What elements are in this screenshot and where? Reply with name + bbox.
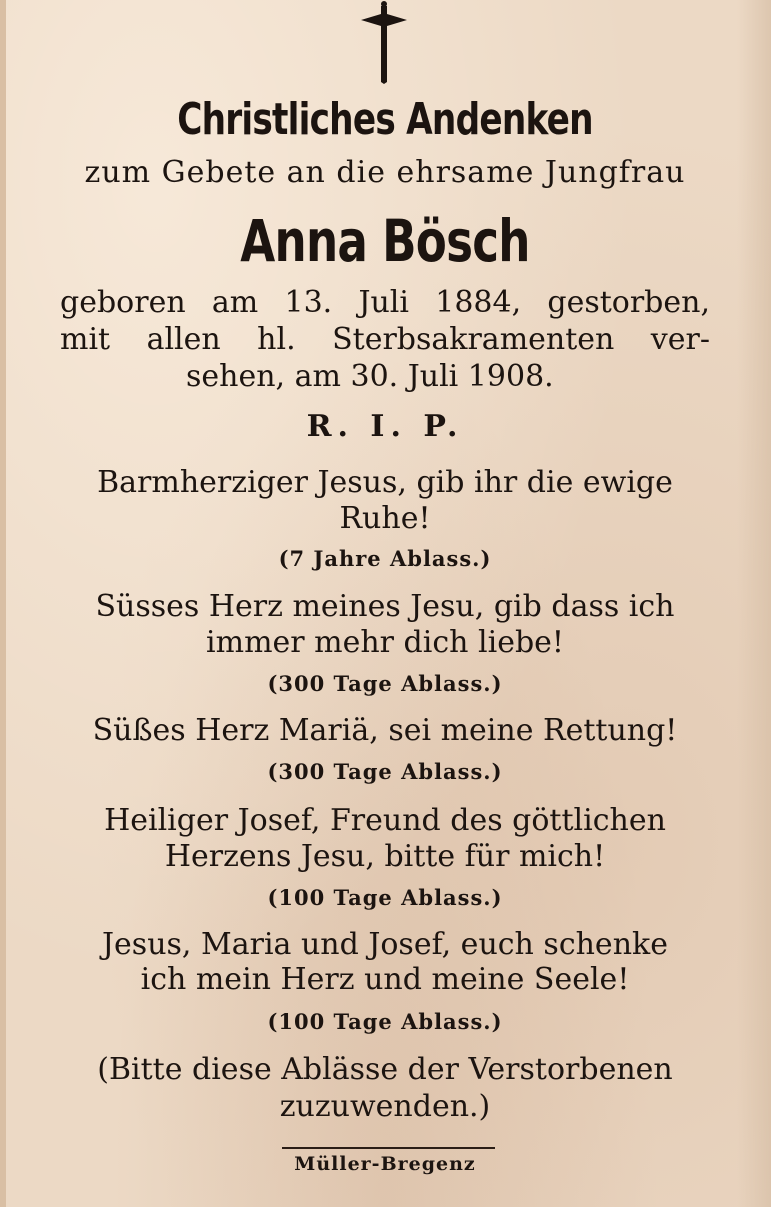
prayer-2-line-2: immer mehr dich liebe! [206,625,564,660]
prayer-4-line-2: Herzens Jesu, bitte für mich! [164,839,606,874]
prayer-5-line-2: ich mein Herz und meine Seele! [140,962,630,997]
prayer-5-indulgence: (100 Tage Ablass.) [267,1009,503,1034]
prayer-4-indulgence: (100 Tage Ablass.) [267,885,503,910]
card-subtitle: zum Gebete an die ehrsame Jungfrau [84,155,686,190]
card-right-edge [737,0,771,1207]
prayer-1-indulgence: (7 Jahre Ablass.) [278,546,492,571]
card-title: Christliches Andenken [177,94,593,145]
card-left-edge [0,0,6,1207]
rip-text: R. I. P. [306,409,464,444]
printer-imprint: Müller-Bregenz [294,1153,476,1175]
deceased-name: Anna Bösch [240,207,530,275]
prayer-4-line-1: Heiliger Josef, Freund des göttlichen [104,803,666,838]
prayer-1-line-2: Ruhe! [339,501,431,536]
prayer-1-line-1: Barmherziger Jesus, gib ihr die ewige [97,465,673,500]
closing-line-1: (Bitte diese Ablässe der Verstorbenen [97,1052,673,1087]
bio-line-2: mit allen hl. Sterbsakramenten ver- [60,322,710,357]
prayer-2-line-1: Süsses Herz meines Jesu, gib dass ich [95,589,675,624]
prayer-2-indulgence: (300 Tage Ablass.) [267,671,503,696]
prayer-3-line-1: Süßes Herz Mariä, sei meine Rettung! [92,713,678,748]
closing-line-2: zuzuwenden.) [279,1089,491,1124]
bio-line-1: geboren am 13. Juli 1884, gestorben, [60,285,710,320]
prayer-3-indulgence: (300 Tage Ablass.) [267,759,503,784]
cross-icon [357,0,411,86]
bio-line-3: sehen, am 30. Juli 1908. [186,359,554,394]
printer-divider [282,1147,495,1149]
prayer-5-line-1: Jesus, Maria und Josef, euch schenke [102,927,668,962]
